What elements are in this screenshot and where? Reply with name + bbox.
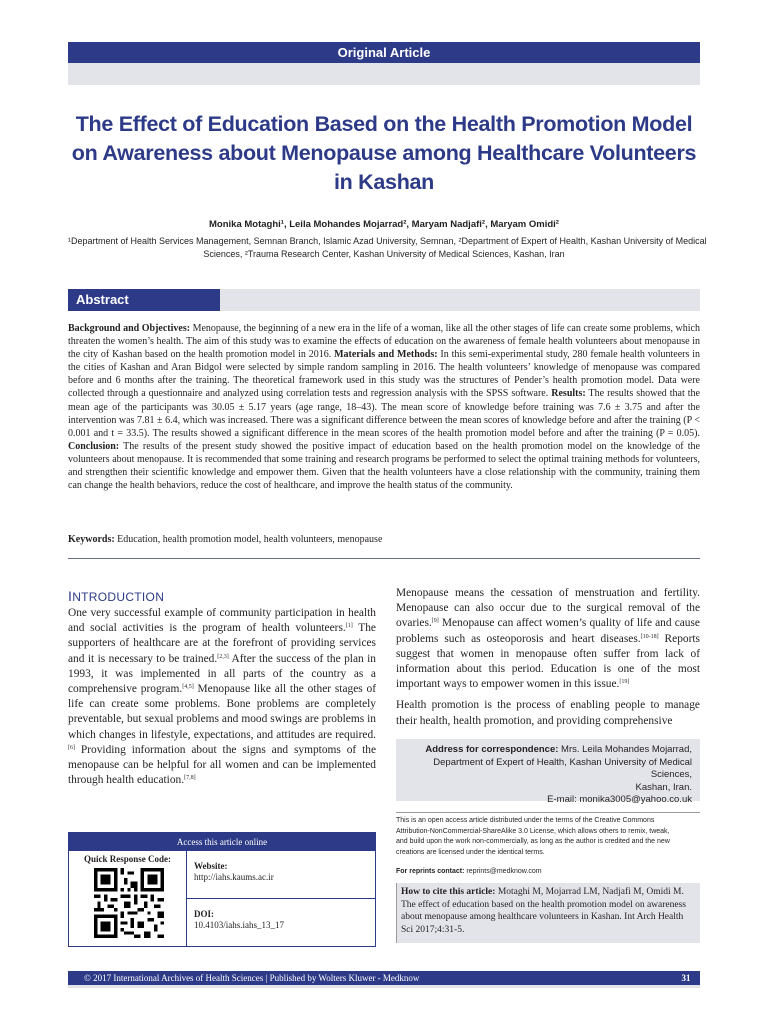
abstract-results-text: The results showed that the mean age of the participants was 30.05 ± 5.17 years (age range, 18–43). The mean score of knowledge before training was 7.6 ± 3.75 and after the intervention was 7.81 ± 6.4, which was increased. There was a significant difference between the mean scores of knowledge before and after the training (P < 0.001 and t = 33.5). The results showed a significant difference in the mean scores of the health promotion model before and after the training (P = 0.05).	[68, 388, 700, 439]
correspondence-name: Mrs. Leila Mohandes Mojarrad,	[558, 744, 692, 755]
intro-paragraph: Health promotion is the process of enabling people to manage their health, health promotion, and providing comprehensive	[396, 699, 700, 727]
citation-ref[interactable]: [9]	[431, 618, 439, 625]
correspondence-line: Kashan, Iran.	[635, 781, 692, 793]
how-to-cite-box	[396, 883, 700, 943]
intro-sentence: Providing information about the signs and symptoms of the menopause can be helpful for all women and can be implemented through health education.	[68, 743, 376, 787]
access-online-box	[68, 832, 376, 947]
intro-sentence: Menopause can affect women’s quality of life and cause problems such as osteoporosis and heart diseases.	[396, 617, 700, 645]
abstract-conclusion-label: Conclusion:	[68, 440, 120, 452]
license-line: creations are licensed under the identical terms.	[396, 848, 545, 856]
abstract-background-label: Background and Objectives:	[68, 323, 191, 334]
affiliation-line: Sciences, ²Trauma Research Center, Kashan University of Medical Sciences, Kashan, Iran	[203, 249, 565, 259]
abstract-results-label: Results:	[551, 388, 586, 400]
website-cell	[187, 851, 375, 899]
page-number: 31	[681, 973, 691, 983]
intro-sentence: Menopause means the cessation of menstruation and fertility. Menopause can also occur due to the surgical removal of the ovaries.	[396, 587, 700, 630]
open-access-notice	[396, 816, 700, 858]
website-label: Website:	[194, 861, 228, 871]
website-link[interactable]: http://iahs.kaums.ac.ir	[194, 872, 274, 882]
doi-cell	[187, 899, 375, 946]
doi-value[interactable]: 10.4103/iahs.iahs_13_17	[194, 920, 284, 930]
license-line: and build upon the work non-commercially, as long as the author is credited and the new	[396, 838, 670, 846]
affiliations	[68, 235, 707, 261]
citation-ref[interactable]: [10-18]	[640, 633, 659, 640]
abstract-heading-band	[220, 289, 700, 311]
correspondence-box	[396, 739, 700, 805]
qr-code-icon[interactable]	[94, 867, 164, 939]
article-title	[68, 110, 700, 197]
intro-sentence: The supporters of healthcare are at the forefront of providing services and it is necessary to be trained.	[68, 622, 376, 665]
reprints-email[interactable]: reprints@medknow.com	[464, 868, 542, 875]
abstract-background-text: Menopause, the beginning of a new era in the life of a woman, like all the other stages of life can create some problems, which threaten the women’s health. The aim of this study was to examine the effects of education on the awareness of female health volunteers about menopause in the city of Kashan based on the health promotion model in 2016.	[68, 323, 700, 361]
title-line: on Awareness about Menopause among Healthcare Volunteers	[71, 141, 697, 165]
reprints-contact	[396, 868, 542, 875]
citation-ref[interactable]: [19]	[619, 679, 630, 686]
cite-label: How to cite this article:	[401, 887, 496, 897]
license-line: Attribution-NonCommercial-ShareAlike 3.0 License, which allows others to remix, tweak,	[396, 827, 670, 835]
citation-ref[interactable]: [6]	[68, 744, 75, 751]
license-divider	[396, 812, 700, 813]
title-line: in Kashan	[333, 170, 435, 194]
doi-label: DOI:	[194, 909, 214, 919]
correspondence-label: Address for correspondence:	[425, 744, 559, 755]
correspondence-email[interactable]: E-mail: monika3005@yahoo.co.uk	[547, 794, 692, 805]
keywords-divider	[68, 558, 700, 559]
header-grey-band	[68, 63, 700, 85]
article-type-banner: Original Article	[68, 42, 700, 63]
license-line: This is an open access article distributed under the terms of the Creative Commons	[396, 817, 655, 824]
reprints-label: For reprints contact:	[396, 868, 465, 875]
intro-heading-cap: I	[68, 588, 73, 604]
footer-grey-band	[68, 985, 700, 988]
introduction-heading	[68, 588, 164, 604]
access-heading: Access this article online	[69, 833, 375, 851]
footer-copyright: © 2017 International Archives of Health Sciences | Published by Wolters Kluwer - Medknow	[84, 973, 420, 983]
qr-label: Quick Response Code:	[83, 854, 171, 864]
intro-heading-rest: NTRODUCTION	[72, 590, 165, 604]
author-list: Monika Motaghi¹, Leila Mohandes Mojarrad², Maryam Nadjafi², Maryam Omidi²	[209, 219, 559, 230]
abstract-methods-text: In this semi-experimental study, 280 female health volunteers in the cities of Kashan and Aran Bidgol were selected by simple random sampling in 2016. The health volunteers’ knowledge of menopause was compared before and 6 months after the training. The theoretical framework used in this study was the structures of Pender’s health promotion model. Data were collected through a questionnaire and analyzed using correlation tests and regression analysis with the SPSS software.	[68, 349, 700, 400]
intro-sentence: Reports suggest that women in menopause often suffer from lack of information about this period. Education is one of the most important ways to empower women in this issue.	[396, 632, 700, 691]
citation-ref[interactable]: [1]	[345, 623, 353, 630]
abstract-heading: Abstract	[68, 289, 220, 311]
citation-ref[interactable]: [7,8]	[184, 775, 196, 782]
intro-paragraph	[396, 586, 700, 692]
intro-sentence: One very successful example of community participation in health and social activities is the program of health volunteers.	[68, 607, 376, 635]
keywords-label: Keywords:	[68, 534, 115, 545]
intro-sentence: Menopause like all the other stages of life can create some problems. Bone problems are completely preventable, but sexual problems and mood swings are problems in which changes in lifestyle, expectations, and attitudes are required.	[68, 683, 376, 741]
citation-ref[interactable]: [2,3]	[217, 653, 229, 660]
citation-ref[interactable]: [4,5]	[182, 684, 194, 691]
intro-right-column	[396, 586, 700, 729]
correspondence-line	[396, 744, 692, 757]
abstract-methods-label: Materials and Methods:	[334, 349, 438, 361]
intro-sentence: After the success of the plan in 1993, it was implemented in all parts of the country as a comprehensive program.	[68, 652, 376, 696]
correspondence-line: Department of Expert of Health, Kashan University of Medical Sciences,	[433, 756, 692, 780]
keywords	[68, 534, 700, 545]
cite-text: Motaghi M, Mojarrad LM, Nadjafi M, Omidi M. The effect of education based on the health promotion model on awareness about menopause among healthcare volunteers in Kashan. Int Arch Health Sci 2017;4:31-5.	[401, 887, 686, 935]
abstract-conclusion-text: The results of the present study showed the positive impact of education based on the health promotion model on the knowledge of the volunteers about menopause. It is recommended that some training and research programs be performed to select the optimal training methods for volunteers, and strengthen their scientific knowledge and empower them. Given that the health volunteers have a close relationship with the community, training them can change the health behaviors, reduce the cost of healthcare, and improve the health status of the community.	[68, 440, 700, 492]
title-line: The Effect of Education Based on the Health Promotion Model	[75, 112, 693, 136]
qr-cell	[69, 851, 187, 946]
keywords-text: Education, health promotion model, health volunteers, menopause	[114, 534, 383, 545]
affiliation-line: ¹Department of Health Services Management, Semnan Branch, Islamic Azad University, Semnan, ²Department of Expert of Health, Kashan University of Medical	[68, 236, 707, 246]
intro-left-column	[68, 606, 376, 788]
abstract-body	[68, 322, 700, 492]
